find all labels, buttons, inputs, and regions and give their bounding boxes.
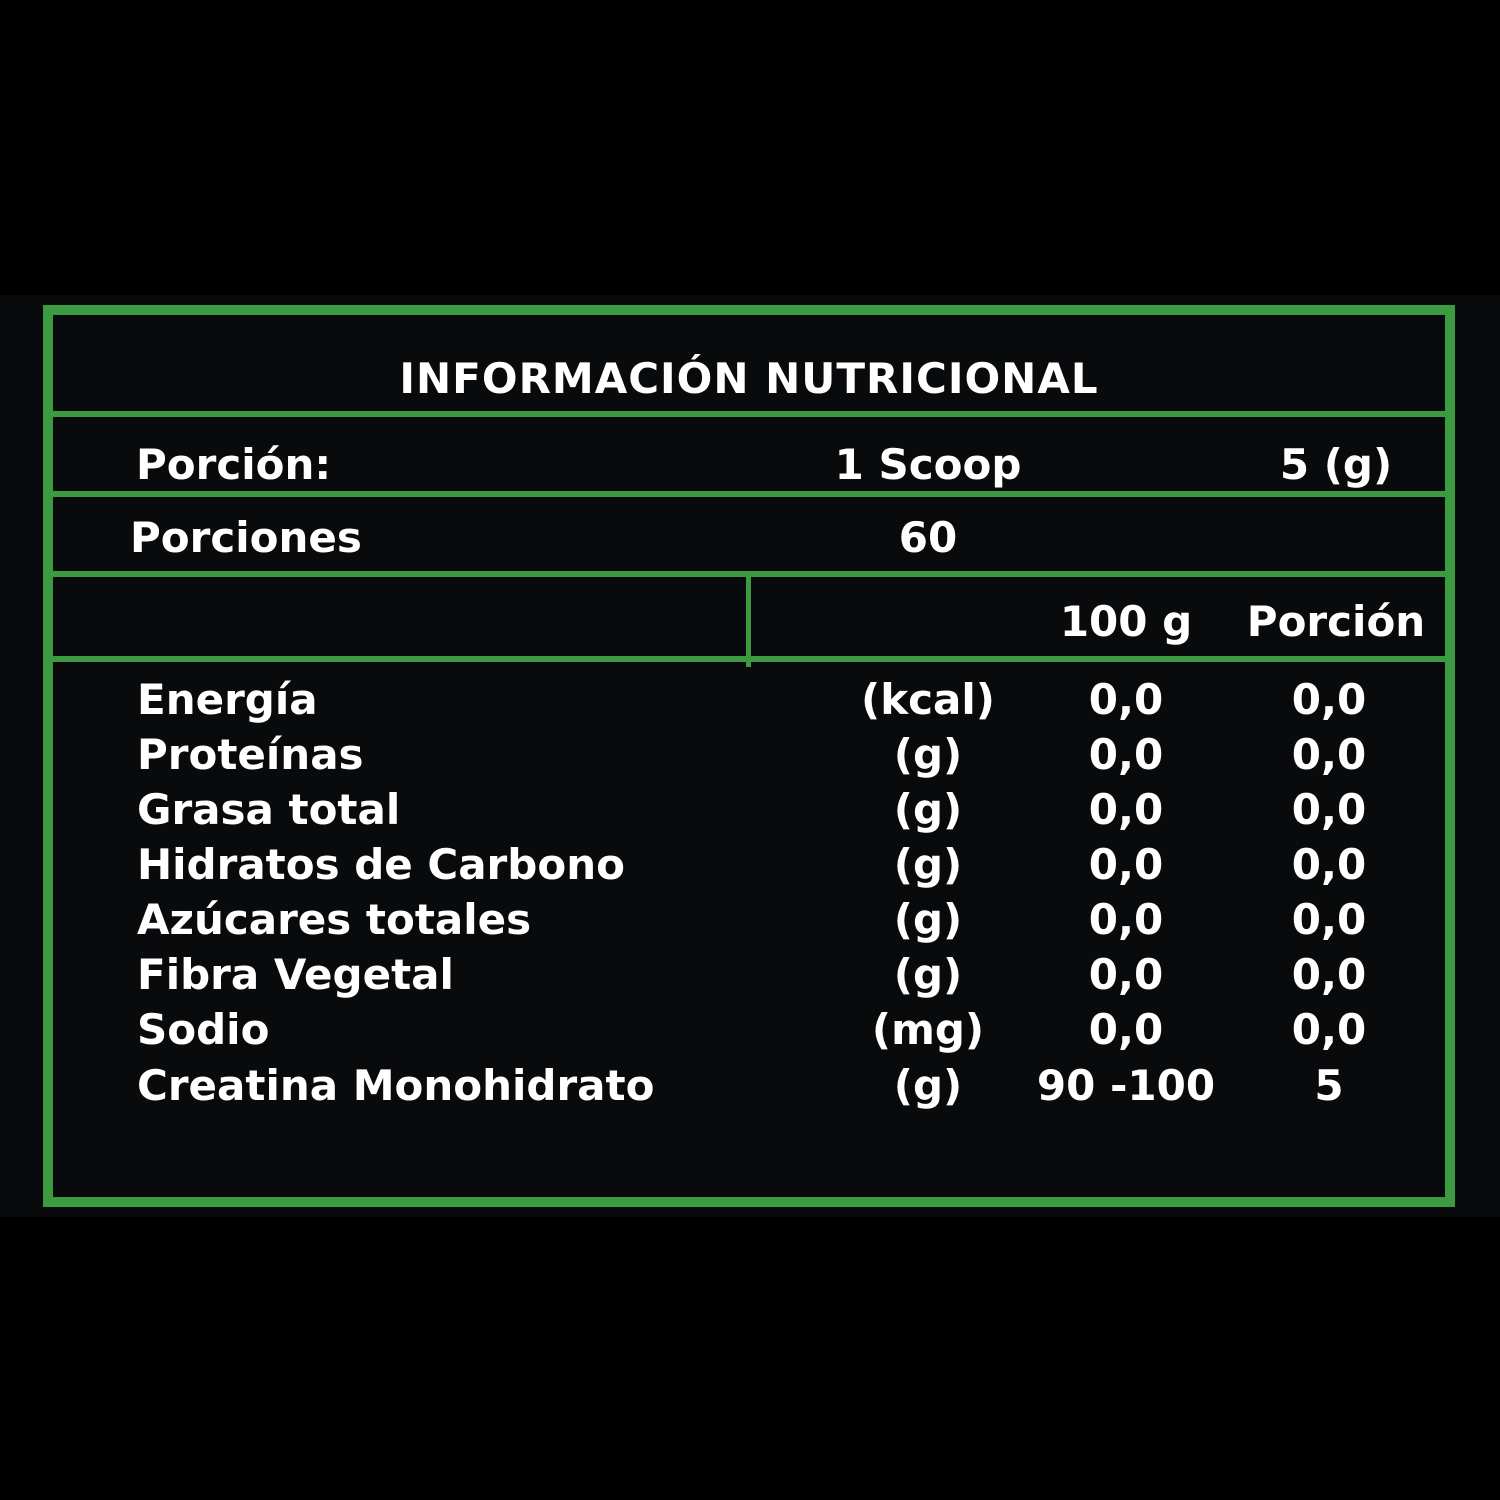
nutrient-name: Azúcares totales <box>137 895 532 944</box>
nutrient-unit: (g) <box>893 1061 963 1110</box>
divider <box>53 411 1445 417</box>
nutrient-unit: (g) <box>893 840 963 889</box>
nutrient-name: Grasa total <box>137 785 401 834</box>
nutrient-unit: (g) <box>893 950 963 999</box>
nutrient-unit: (g) <box>893 895 963 944</box>
divider <box>53 656 1445 662</box>
nutrient-per-100g: 0,0 <box>1088 950 1164 999</box>
nutrient-row <box>53 837 1445 893</box>
column-header-100g: 100 g <box>1059 597 1193 646</box>
nutrient-name: Creatina Monohidrato <box>137 1061 655 1110</box>
nutrient-row <box>53 727 1445 783</box>
serving-weight: 5 (g) <box>1279 440 1393 489</box>
nutrient-unit: (kcal) <box>861 675 995 724</box>
nutrient-unit: (g) <box>893 730 963 779</box>
column-divider <box>746 577 751 667</box>
nutrient-per-serving: 0,0 <box>1291 840 1367 889</box>
servings-count: 60 <box>898 513 958 562</box>
nutrient-unit: (mg) <box>871 1005 985 1054</box>
nutrient-per-100g: 0,0 <box>1088 675 1164 724</box>
nutrient-per-serving: 0,0 <box>1291 785 1367 834</box>
nutrient-row <box>53 1058 1445 1114</box>
nutrient-per-100g: 90 -100 <box>1036 1061 1216 1110</box>
divider <box>53 491 1445 497</box>
nutrient-row <box>53 1002 1445 1058</box>
nutrient-per-serving: 5 <box>1314 1061 1344 1110</box>
nutrient-row <box>53 947 1445 1003</box>
nutrient-unit: (g) <box>893 785 963 834</box>
table-title: INFORMACIÓN NUTRICIONAL <box>399 354 1099 403</box>
serving-size: 1 Scoop <box>834 440 1022 489</box>
nutrient-row <box>53 672 1445 728</box>
nutrient-name: Fibra Vegetal <box>137 950 454 999</box>
nutrient-per-serving: 0,0 <box>1291 950 1367 999</box>
nutrient-per-100g: 0,0 <box>1088 1005 1164 1054</box>
column-header-serving: Porción <box>1246 597 1426 646</box>
nutrient-per-100g: 0,0 <box>1088 895 1164 944</box>
serving-label: Porción: <box>136 440 332 489</box>
nutrition-facts-table <box>43 305 1455 1207</box>
nutrient-name: Proteínas <box>137 730 364 779</box>
nutrient-per-100g: 0,0 <box>1088 840 1164 889</box>
nutrient-per-100g: 0,0 <box>1088 785 1164 834</box>
nutrient-name: Sodio <box>137 1005 270 1054</box>
nutrient-per-100g: 0,0 <box>1088 730 1164 779</box>
nutrient-name: Hidratos de Carbono <box>137 840 625 889</box>
nutrient-per-serving: 0,0 <box>1291 675 1367 724</box>
nutrient-per-serving: 0,0 <box>1291 1005 1367 1054</box>
nutrient-row <box>53 782 1445 838</box>
nutrient-name: Energía <box>137 675 318 724</box>
nutrient-per-serving: 0,0 <box>1291 730 1367 779</box>
nutrient-row <box>53 892 1445 948</box>
nutrient-per-serving: 0,0 <box>1291 895 1367 944</box>
servings-label: Porciones <box>130 513 362 562</box>
